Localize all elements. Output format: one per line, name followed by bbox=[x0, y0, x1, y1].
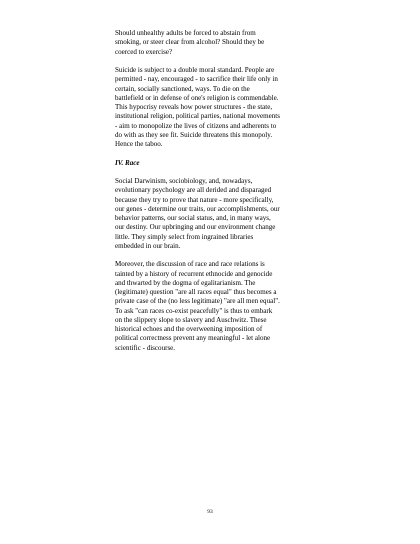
text-line: battlefield or in defense of one's religion is commendable. bbox=[115, 93, 279, 102]
text-line: our genes - determine our traits, our accomplishments, our bbox=[115, 204, 280, 213]
text-line: Hence the taboo. bbox=[115, 140, 163, 148]
paragraph-suicide bbox=[115, 66, 325, 149]
text-line: To ask "can races co-exist peacefully" is thus to embark bbox=[115, 306, 273, 315]
text-line: - aim to monopolize the lives of citizens and adherents to bbox=[115, 121, 277, 130]
text-line: permitted - nay, encouraged - to sacrifice their life only in bbox=[115, 75, 278, 84]
text-line: on the slippery slope to slavery and Auschwitz. These bbox=[115, 315, 267, 324]
text-line: behavior patterns, our social status, and, in many ways, bbox=[115, 214, 271, 222]
text-line: political correctness prevent any meaningful - let alone bbox=[115, 334, 271, 343]
text-line: do with as they see fit. Suicide threatens this monopoly. bbox=[115, 130, 273, 139]
page-body bbox=[115, 29, 325, 362]
text-line: (legitimate) question "are all races equal" thus becomes a bbox=[115, 288, 277, 296]
text-line: our destiny. Our upbringing and our environment change bbox=[115, 223, 276, 232]
paragraph-social-darwinism bbox=[115, 177, 325, 251]
text-line: This hypocrisy reveals how power structures - the state, bbox=[115, 103, 273, 111]
text-line: because they try to prove that nature - more specifically, bbox=[115, 195, 274, 204]
text-line: and thwarted by the dogma of egalitarianism. The bbox=[115, 278, 256, 287]
text-line: Should unhealthy adults be forced to abstain from bbox=[115, 29, 256, 37]
text-line: Moreover, the discussion of race and race relations is bbox=[115, 260, 265, 269]
text-line: coerced to exercise? bbox=[115, 47, 173, 56]
text-line: certain, socially sanctioned, ways. To die on the bbox=[115, 84, 250, 93]
text-line: little. They simply select from ingrained libraries bbox=[115, 232, 254, 241]
text-line: institutional religion, political parties, national movements bbox=[115, 112, 280, 121]
section-heading: IV. Race bbox=[115, 158, 140, 167]
page-number: 93 bbox=[207, 509, 213, 515]
text-line: embedded in our brain. bbox=[115, 241, 181, 250]
text-line: Social Darwinism, sociobiology, and, nowadays, bbox=[115, 177, 253, 185]
paragraph-unhealthy-adults bbox=[115, 29, 325, 57]
text-line: Suicide is subject to a double moral standard. People are bbox=[115, 66, 275, 74]
text-line: tainted by a history of recurrent ethnocide and genocide bbox=[115, 269, 273, 278]
text-line: smoking, or steer clear from alcohol? Should they be bbox=[115, 38, 265, 47]
text-line: private case of the (no less legitimate) "are all men equal". bbox=[115, 297, 280, 306]
text-line: evolutionary psychology are all derided and disparaged bbox=[115, 186, 272, 195]
paragraph-race-relations bbox=[115, 260, 325, 353]
text-line: historical echoes and the overweening imposition of bbox=[115, 325, 263, 333]
text-line: scientific - discourse. bbox=[115, 343, 176, 352]
